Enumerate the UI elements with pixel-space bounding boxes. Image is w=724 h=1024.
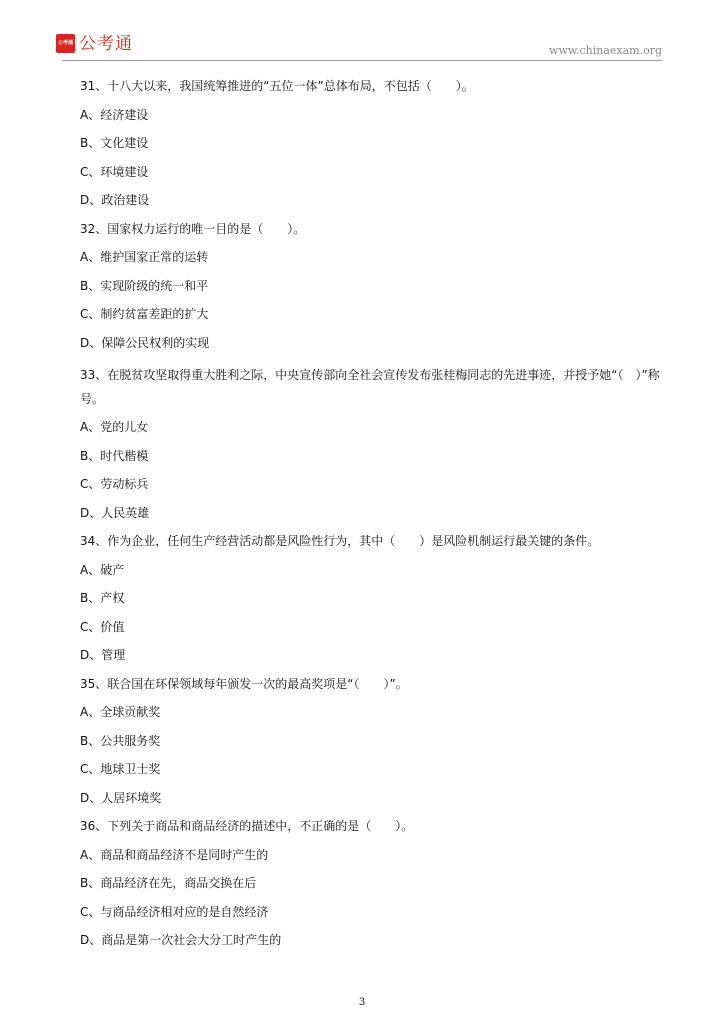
- page-number: 3: [358, 997, 366, 1008]
- option-35-a: A、全球贡献奖: [80, 705, 161, 719]
- logo-text: 公考通: [79, 34, 133, 54]
- option-36-d: D、商品是第一次社会大分工时产生的: [80, 933, 282, 947]
- question-31: 31、十八大以来，我国统筹推进的“五位一体”总体布局，不包括（ ）。: [80, 79, 474, 93]
- site-url: www.chinaexam.org: [549, 44, 662, 57]
- option-32-b: B、实现阶级的统一和平: [80, 278, 209, 293]
- page-header: [0, 0, 724, 66]
- logo-mark-text: 公考通: [57, 40, 73, 46]
- option-34-c: C、价值: [80, 619, 125, 634]
- question-32: 32、国家权力运行的唯一目的是（ ）。: [80, 221, 306, 236]
- option-33-d: D、人民英雄: [80, 505, 150, 520]
- question-36: 36、下列关于商品和商品经济的描述中，不正确的是（ ）。: [80, 819, 414, 833]
- option-35-c: C、地球卫士奖: [80, 762, 161, 776]
- logo-mark: [56, 34, 75, 53]
- option-31-d: D、政治建设: [80, 193, 150, 207]
- question-33: 33、在脱贫攻坚取得重大胜利之际，中央宣传部向全社会宣传发布张桂梅同志的先进事迹，并授予她“（ ）”称号。: [80, 368, 660, 406]
- option-35-d: D、人居环境奖: [80, 790, 162, 805]
- option-33-a: A、党的儿女: [80, 420, 149, 434]
- question-list: [80, 78, 660, 961]
- option-35-b: B、公共服务奖: [80, 733, 161, 748]
- question-35: 35、联合国在环保领域每年颁发一次的最高奖项是“（ ）”。: [80, 676, 408, 691]
- option-36-a: A、商品和商品经济不是同时产生的: [80, 847, 269, 862]
- header-divider: [62, 60, 662, 61]
- option-34-a: A、破产: [80, 562, 125, 577]
- option-31-a: A、经济建设: [80, 107, 149, 122]
- option-34-b: B、产权: [80, 591, 125, 605]
- option-32-d: D、保障公民权利的实现: [80, 335, 210, 350]
- option-31-c: C、环境建设: [80, 164, 149, 179]
- option-32-a: A、维护国家正常的运转: [80, 250, 209, 264]
- question-34: 34、作为企业，任何生产经营活动都是风险性行为，其中（ ）是风险机制运行最关键的条件。: [80, 534, 600, 548]
- option-34-d: D、管理: [80, 648, 126, 662]
- option-36-c: C、与商品经济相对应的是自然经济: [80, 904, 269, 919]
- option-36-b: B、商品经济在先，商品交换在后: [80, 876, 257, 890]
- option-31-b: B、文化建设: [80, 136, 149, 150]
- option-32-c: C、制约贫富差距的扩大: [80, 307, 209, 321]
- option-33-b: B、时代楷模: [80, 448, 149, 463]
- option-33-c: C、劳动标兵: [80, 477, 149, 491]
